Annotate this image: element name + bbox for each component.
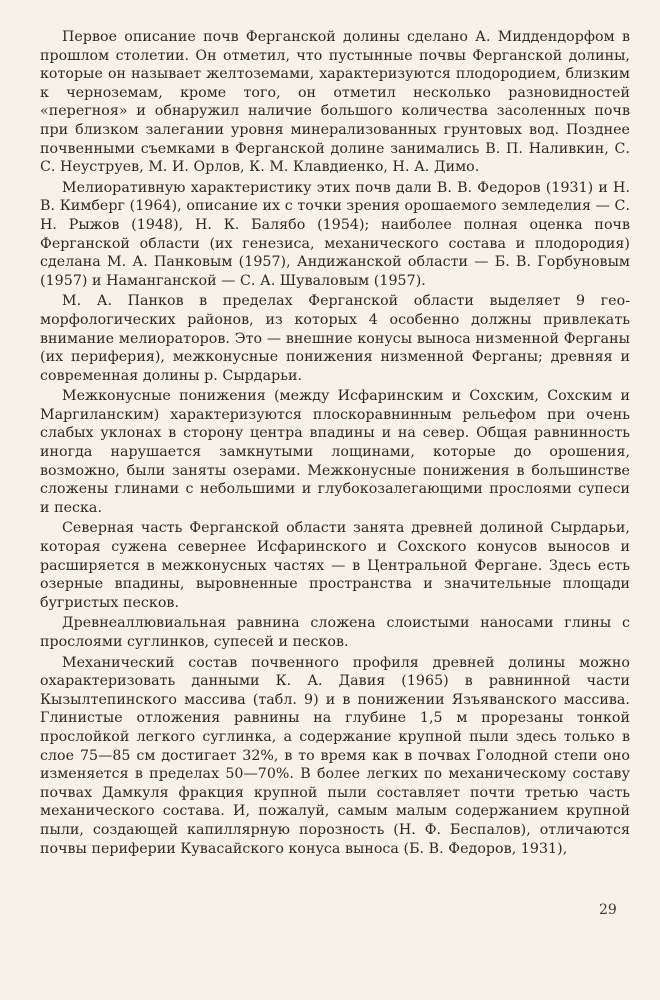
paragraph-reclamation: Мелиоративную характеристику этих почв дали В. В. Федоров (1931) и Н. В. Кимберг (1964), описание их с точки зрения орошаемого земледелия — С. Н. Рыжов (1948), Н. К. Балябо (1954); наиболее полная оценка почв Ферганской области (их генезиса, механического состава и плодородия) сделана М. А. Панковым (1957), Андижанской области — Б. В. Горбуновым (1957) и Наманганской — С. А. Шуваловым (1957). <box>40 179 630 289</box>
page-number: 29 <box>599 902 617 918</box>
paragraph-northern-part: Северная часть Ферганской области занята древней долиной Сырдарьи, которая сужена севернее Исфаринского и Сохского конусов выносов и расширяется в межконусных частях — в Центральной Фергане. Здесь есть озерные впадины, выровненные пространства и значительные площади бугристых песков. <box>40 520 630 611</box>
paragraph-depressions: Межконусные понижения (между Исфаринским и Сохским, Сохским и Маргиланским) характеризуются плоскоравнинным рельефом при очень слабых уклонах в сторону центра впадины и на север. Общая равнинность иногда нарушается замкнутыми лощинами, которые до орошения, возможно, были заняты озерами. Межконусные понижения в большинстве сложены глинами с небольшими и глубокозалегающими прослоями супеси и песка. <box>40 388 630 516</box>
page-text-block <box>40 28 630 860</box>
paragraph-history: Первое описание почв Ферганской долины сделано А. Миддендорфом в прошлом столетии. Он отметил, что пустынные почвы Ферганской долины, которые он называет желтоземами, характеризуются плодородием, близким к черноземам, кроме того, он отметил несколько разновидностей «перегноя» и обнаружил наличие большого количества засоленных почв при близком залегании уровня минерализованных грунтовых вод. Позднее почвенными съемками в Ферганской долине занимались В. П. Наливкин, С. С. Неуструев, М. И. Орлов, К. М. Клавдиенко, Н. А. Димо. <box>40 29 630 176</box>
paragraph-mechanical-composition: Механический состав почвенного профиля древней долины можно охарактеризовать данными К. А. Давия (1965) в равнинной части Кызылтепинского массива (табл. 9) и в понижении Язъяванского массива. Глинистые отложения равнины на глубине 1,5 м прорезаны тонкой прослойкой легкого суглинка, а содержание крупной пыли здесь только в слое 75—85 см достигает 32%, в то время как в почвах Голодной степи оно изменяется в пределах 50—70%. В более легких по механическому составу почвах Дамкуля фракция крупной пыли составляет почти третью часть механического состава. И, пожалуй, самым малым содержанием крупной пыли, создающей капиллярную порозность (Н. Ф. Беспалов), отличаются почвы периферии Кувасайского конуса выноса (Б. В. Федоров, 1931), <box>40 654 630 857</box>
paragraph-regions: М. А. Панков в пределах Ферганской области выделяет 9 геоморфологических районов, из которых 4 особенно должны привлекать внимание мелиораторов. Это — внешние конусы выноса низменной Ферганы (их периферия), межконусные понижения низменной Ферганы; древняя и современная долины р. Сырдарьи. <box>40 293 630 384</box>
paragraph-alluvial-plain: Древнеаллювиальная равнина сложена слоистыми наносами глины с прослоями суглинков, супесей и песков. <box>40 615 630 650</box>
